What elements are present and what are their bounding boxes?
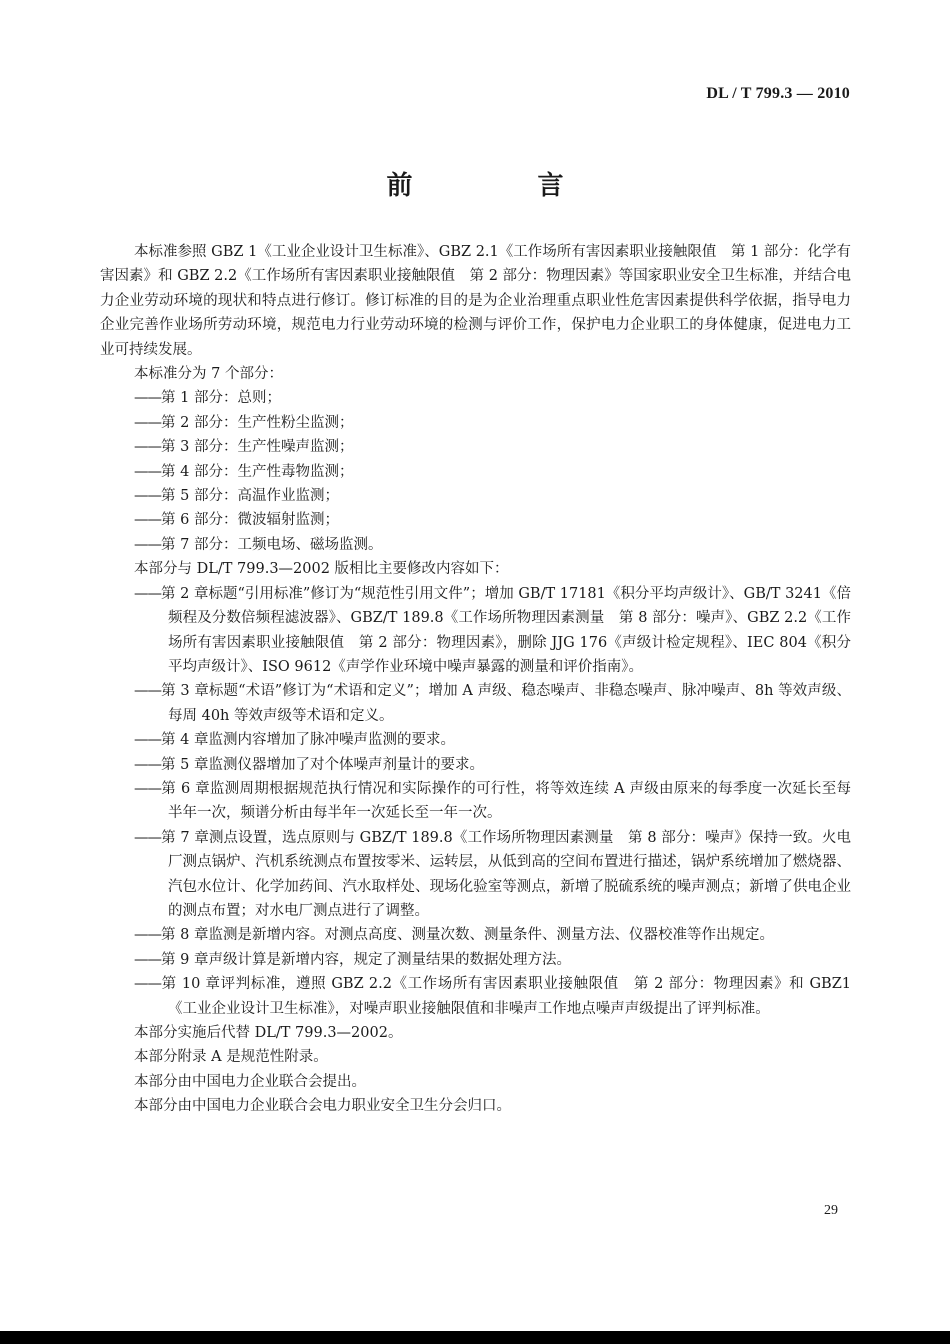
dash-mark: —— — [134, 463, 161, 480]
dash-mark: —— — [134, 390, 161, 407]
scan-border — [0, 1331, 950, 1344]
change-item-text: 第 10 章评判标准，遵照 GBZ 2.2《工作场所有害因素职业接触限值 第 2 部分：物理因素》和 GBZ1《工业企业设计卫生标准》，对噪声职业接触限值和非噪声工作地点噪声声级提出了评判标准。 — [161, 976, 851, 1017]
change-item — [100, 777, 851, 826]
part-item-text: 第 3 部分：生产性噪声监测； — [161, 439, 354, 456]
change-item-text: 第 4 章监测内容增加了脉冲噪声监测的要求。 — [161, 732, 455, 749]
part-item — [100, 484, 851, 508]
change-item — [100, 679, 851, 728]
dash-mark: —— — [134, 732, 161, 749]
change-item — [100, 753, 851, 777]
document-code: DL / T 799.3 — 2010 — [706, 85, 850, 102]
change-item-text: 第 5 章监测仪器增加了对个体噪声剂量计的要求。 — [161, 756, 484, 773]
change-item — [100, 948, 851, 972]
part-item — [100, 435, 851, 459]
dash-mark: —— — [134, 585, 161, 602]
closing-statement: 本部分由中国电力企业联合会提出。 — [134, 1073, 366, 1090]
dash-mark: —— — [134, 829, 161, 846]
dash-mark: —— — [134, 951, 161, 968]
parts-intro: 本标准分为 7 个部分： — [134, 366, 283, 383]
dash-mark: —— — [134, 927, 161, 944]
part-item-text: 第 1 部分：总则； — [161, 390, 281, 407]
closing-statement: 本部分实施后代替 DL/T 799.3—2002。 — [134, 1025, 403, 1041]
change-item — [100, 728, 851, 752]
dash-mark: —— — [134, 439, 161, 456]
change-item-text: 第 8 章监测是新增内容。对测点高度、测量次数、测量条件、测量方法、仪器校准等作出规定。 — [161, 927, 774, 944]
dash-mark: —— — [134, 780, 161, 797]
change-item-text: 第 3 章标题“术语”修订为“术语和定义”；增加 A 声级、稳态噪声、非稳态噪声、脉冲噪声、8h 等效声级、每周 40h 等效声级等术语和定义。 — [161, 683, 851, 724]
part-item — [100, 533, 851, 557]
dash-mark: —— — [134, 756, 161, 773]
closing-statements — [100, 1021, 851, 1119]
part-item-text: 第 5 部分：高温作业监测； — [161, 488, 339, 505]
closing-statement: 本部分附录 A 是规范性附录。 — [134, 1049, 328, 1066]
change-item-text: 第 6 章监测周期根据规范执行情况和实际操作的可行性，将等效连续 A 声级由原来的每季度一次延长至每半年一次，频谱分析由每半年一次延长至一年一次。 — [161, 780, 851, 822]
change-item — [100, 826, 851, 924]
change-item — [100, 582, 851, 680]
dash-mark: —— — [134, 536, 161, 553]
change-item — [100, 972, 851, 1021]
part-item-text: 第 7 部分：工频电场、磁场监测。 — [161, 536, 383, 553]
part-item-text: 第 4 部分：生产性毒物监测； — [161, 463, 354, 480]
part-item — [100, 508, 851, 532]
page-title: 前 言 — [386, 171, 622, 201]
changes-intro: 本部分与 DL/T 799.3—2002 版相比主要修改内容如下： — [134, 561, 509, 578]
change-item-text: 第 2 章标题“引用标准”修订为“规范性引用文件”；增加 GB/T 17181《积分平均声级计》、GB/T 3241《倍频程及分数倍频程滤波器》、GBZ/T 189.8《工作场所物理因素测量 第 8 部分：噪声》、GBZ 2.2《工作场所有害因素职业接触限值 第 2 部分：物理因素》，删除 JJG 176《声级计检定规程》、IEC 804《积分平均声级计》、ISO 9612《声学作业环境中噪声暴露的测量和评价指南》。 — [161, 585, 851, 675]
part-item — [100, 460, 851, 484]
change-item-text: 第 9 章声级计算是新增内容，规定了测量结果的数据处理方法。 — [161, 951, 571, 968]
body-text — [100, 240, 851, 1119]
dash-mark: —— — [134, 512, 161, 529]
change-item — [100, 923, 851, 947]
dash-mark: —— — [134, 414, 161, 431]
part-item — [100, 386, 851, 410]
closing-statement: 本部分由中国电力企业联合会电力职业安全卫生分会归口。 — [134, 1098, 511, 1115]
changes-list — [100, 582, 851, 1021]
parts-list — [100, 386, 851, 557]
dash-mark: —— — [134, 683, 161, 700]
dash-mark: —— — [134, 976, 161, 993]
part-item — [100, 411, 851, 435]
part-item-text: 第 6 部分：微波辐射监测； — [161, 512, 339, 529]
change-item-text: 第 7 章测点设置，选点原则与 GBZ/T 189.8《工作场所物理因素测量 第 8 部分：噪声》保持一致。火电厂测点锅炉、汽机系统测点布置按零米、运转层，从低到高的空间布置进行描述，锅炉系统增加了燃烧器、汽包水位计、化学加药间、汽水取样处、现场化验室等测点，新增了脱硫系统的噪声测点；新增了供电企业的测点布置；对水电厂测点进行了调整。 — [161, 829, 851, 919]
part-item-text: 第 2 部分：生产性粉尘监测； — [161, 414, 354, 431]
page-number: 29 — [824, 1203, 838, 1218]
dash-mark: —— — [134, 488, 161, 505]
intro-paragraph: 本标准参照 GBZ 1《工业企业设计卫生标准》、GBZ 2.1《工作场所有害因素职业接触限值 第 1 部分：化学有害因素》和 GBZ 2.2《工作场所有害因素职业接触限值 第 2 部分：物理因素》等国家职业安全卫生标准，并结合电力企业劳动环境的现状和特点进行修订。修订标准的目的是为企业治理重点职业性危害因素提供科学依据，指导电力企业完善作业场所劳动环境，规范电力行业劳动环境的检测与评价工作，保护电力企业职工的身体健康，促进电力工业可持续发展。 — [100, 244, 851, 358]
